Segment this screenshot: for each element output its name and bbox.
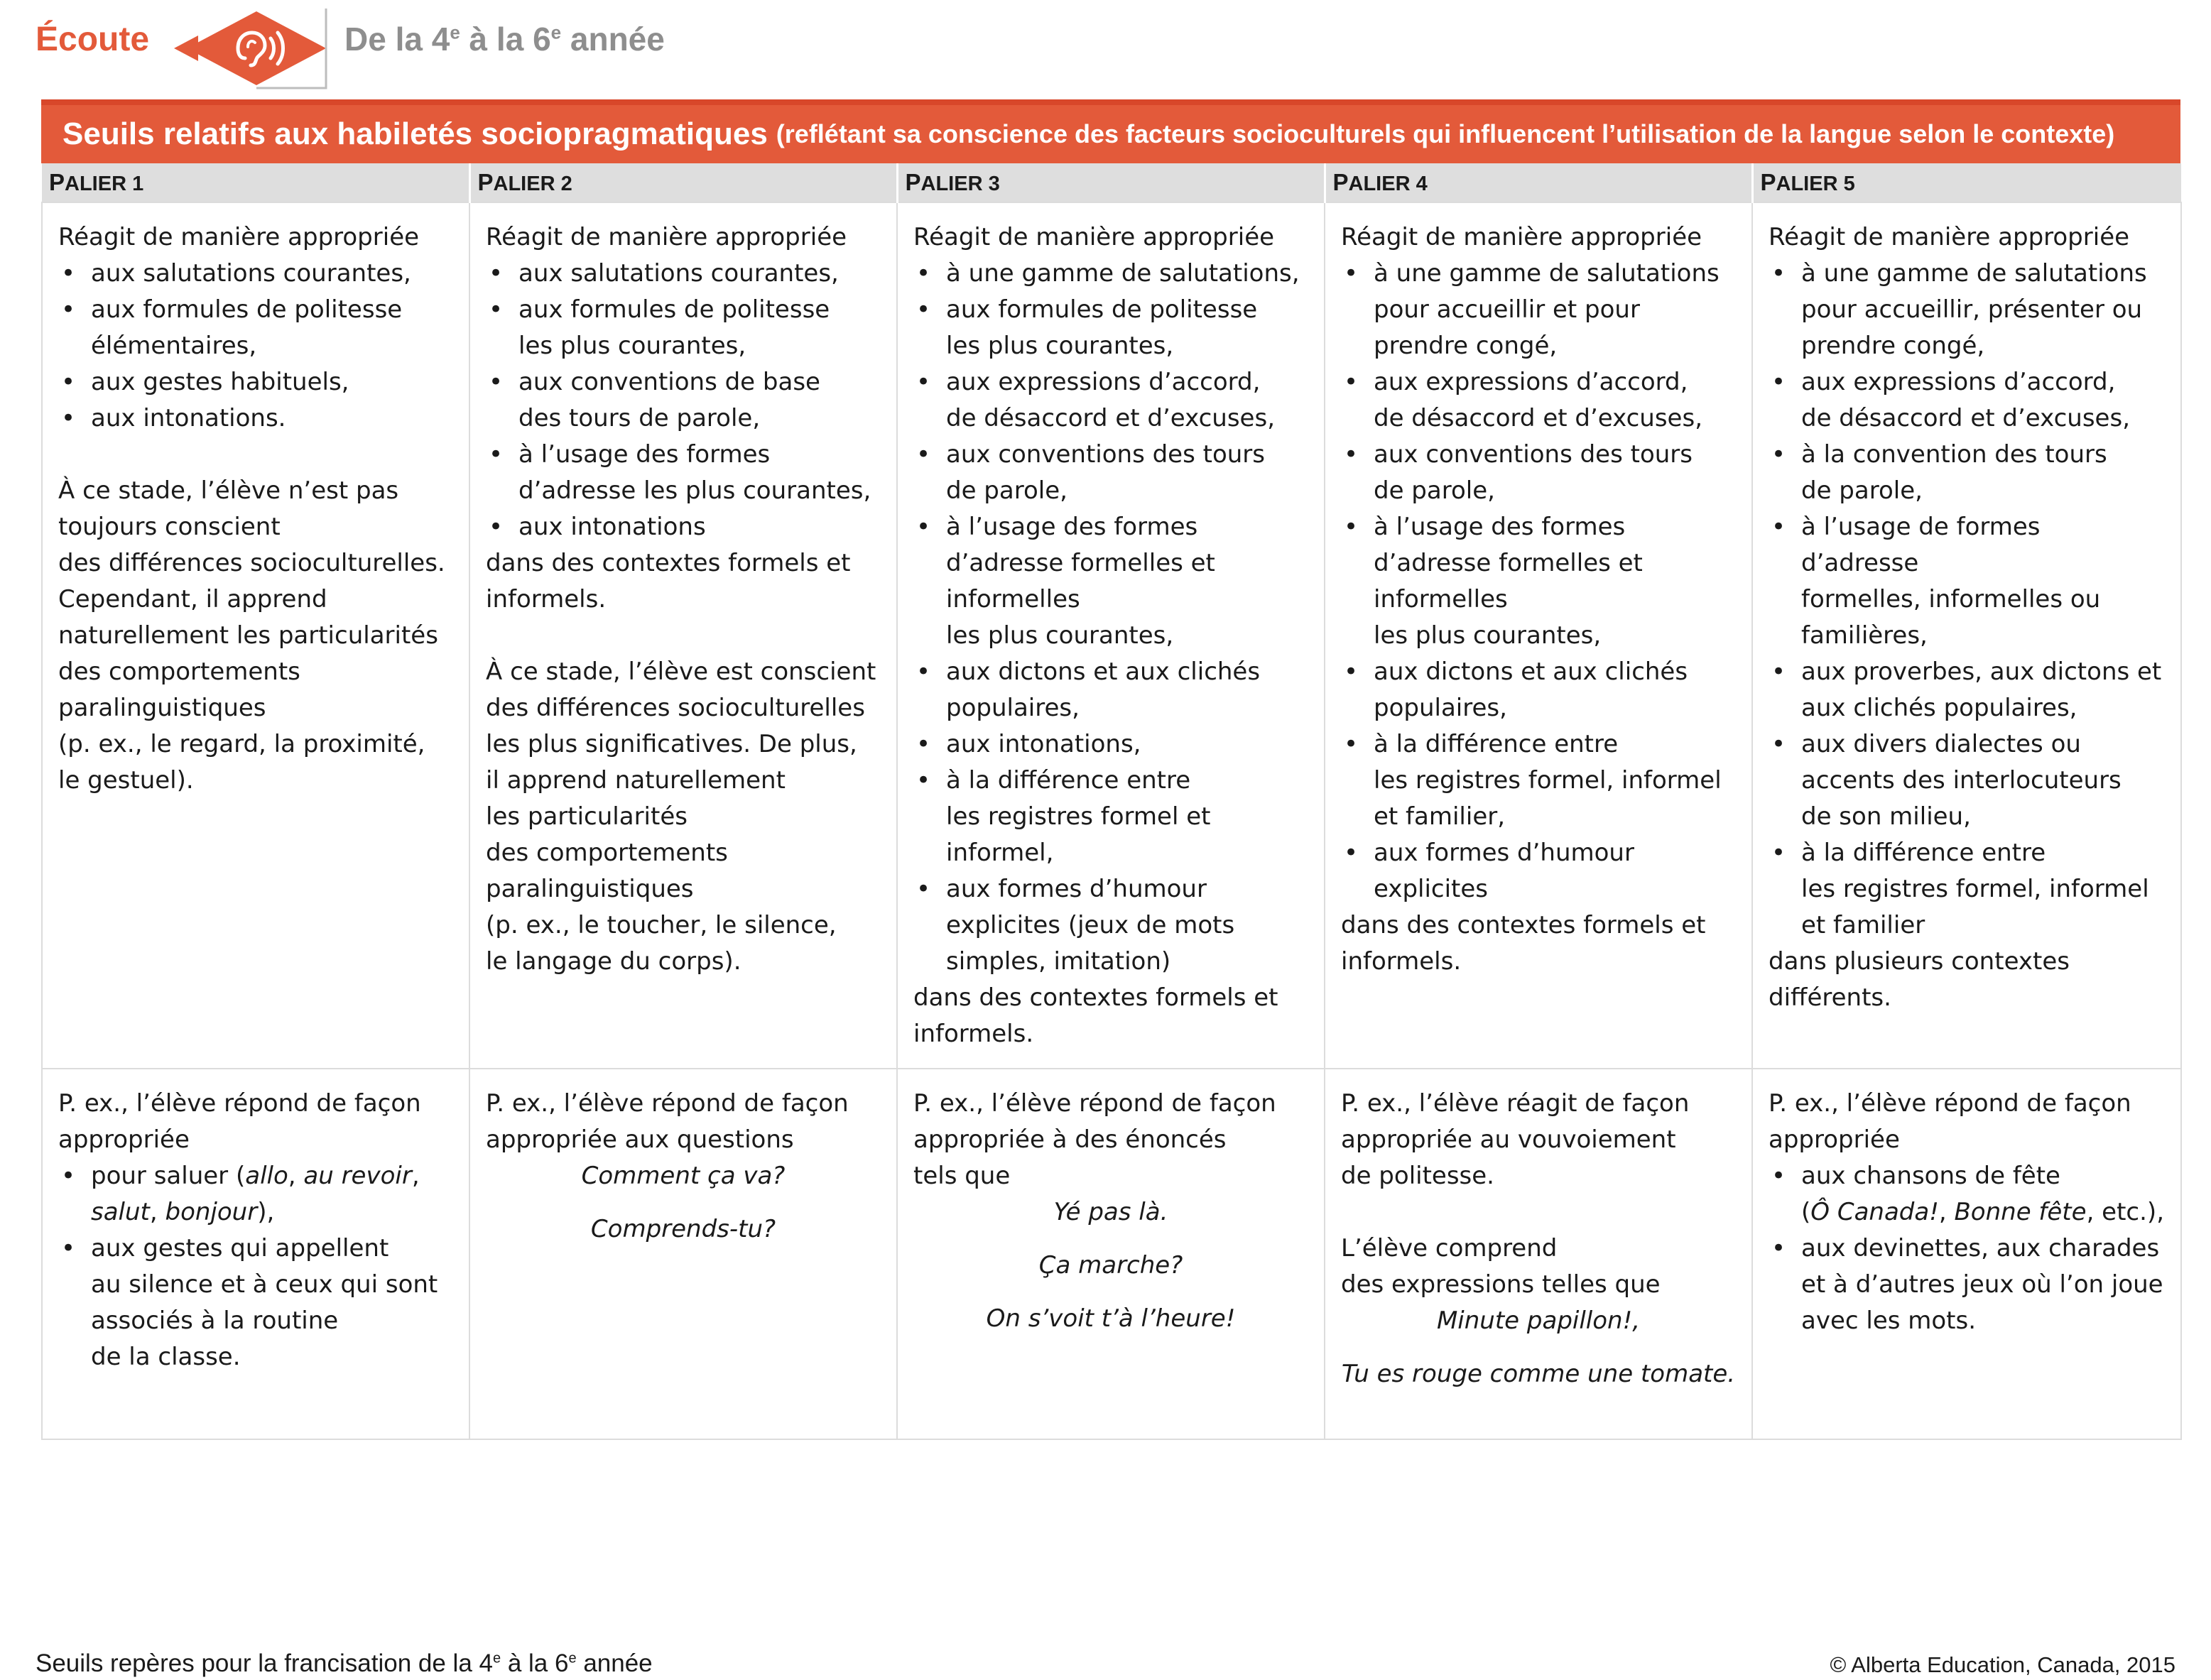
- footer-document-title: Seuils repères pour la francisation de la 4e à la 6e année: [36, 1649, 653, 1677]
- cell-intro: Réagit de manière appropriée: [913, 223, 1275, 251]
- example-cell-palier-2: [469, 1069, 897, 1439]
- descriptor-row: [42, 202, 2181, 1069]
- column-header-palier-3: PALIER 3: [897, 163, 1325, 202]
- list-item: • aux formules de politesse les plus courantes,: [913, 292, 1308, 364]
- example-quote: Comprends-tu?: [590, 1215, 776, 1243]
- list-item: • aux gestes habituels,: [58, 364, 453, 400]
- bullet-list: [1341, 256, 1736, 907]
- thresholds-table: [41, 163, 2182, 1440]
- list-item: • aux intonations.: [58, 400, 453, 437]
- ear-icon: [174, 7, 330, 89]
- example-quote: Comment ça va?: [581, 1162, 786, 1190]
- descriptor-cell-palier-3: [897, 202, 1325, 1069]
- example-cell-palier-1: [42, 1069, 469, 1439]
- list-item: • à une gamme de salutations,: [913, 256, 1308, 292]
- example-intro-2: L’élève comprend des expressions telles que: [1341, 1234, 1661, 1299]
- example-quote: Minute papillon!,: [1436, 1307, 1641, 1335]
- cell-paragraph: À ce stade, l’élève n’est pas toujours conscient des différences socioculturelles. Cependant, il apprend naturellement les particularités des comportements paralinguistiques (p. ex., le regard, la proximité, le gestuel).: [58, 476, 445, 795]
- list-item: • aux formes d’humour explicites (jeux de mots simples, imitation): [913, 871, 1308, 980]
- cell-paragraph: À ce stade, l’élève est conscient des différences socioculturelles les plus significatives. De plus, il apprend naturellement les particularités des comportements paralinguistiques (p. ex., le toucher, le silence, le langage du corps).: [486, 658, 876, 976]
- list-item: • aux dictons et aux clichés populaires,: [913, 654, 1308, 726]
- descriptor-cell-palier-1: [42, 202, 469, 1069]
- example-cell-palier-5: [1752, 1069, 2181, 1439]
- banner-subtitle: (reflétant sa conscience des facteurs socioculturels qui influencent l’utilisation de la langue selon le contexte): [776, 119, 2115, 148]
- example-quote: Yé pas là.: [1053, 1198, 1168, 1226]
- example-quote: Tu es rouge comme une tomate.: [1341, 1360, 1736, 1388]
- cell-context: dans des contextes formels et informels.: [486, 549, 851, 613]
- column-header-palier-4: PALIER 4: [1325, 163, 1752, 202]
- bullet-list: [1769, 1158, 2165, 1339]
- bullet-list: [58, 1158, 453, 1375]
- table-header-row: [42, 163, 2181, 202]
- grade-range: De la 4e à la 6e année: [344, 21, 665, 58]
- list-item: • pour saluer (allo, au revoir, salut, bonjour),: [58, 1158, 453, 1231]
- list-item: • aux formules de politesse élémentaires,: [58, 292, 453, 364]
- cell-intro: Réagit de manière appropriée: [1341, 223, 1702, 251]
- list-item: • à la différence entre les registres formel, informel et familier: [1769, 835, 2165, 944]
- bullet-list: [913, 256, 1308, 980]
- list-item: • aux intonations,: [913, 726, 1308, 763]
- list-item: • à l’usage de formes d’adresse formelles, informelles ou familières,: [1769, 509, 2165, 654]
- column-header-palier-1: PALIER 1: [42, 163, 469, 202]
- list-item: • aux expressions d’accord, de désaccord et d’excuses,: [913, 364, 1308, 437]
- list-item: • à la différence entre les registres formel et informel,: [913, 763, 1308, 871]
- list-item: • à l’usage des formes d’adresse formelles et informelles les plus courantes,: [913, 509, 1308, 654]
- cell-context: dans des contextes formels et informels.: [1341, 911, 1706, 976]
- list-item: • aux salutations courantes,: [486, 256, 881, 292]
- cell-intro: Réagit de manière appropriée: [58, 223, 420, 251]
- list-item: • aux chansons de fête (Ô Canada!, Bonne fête, etc.),: [1769, 1158, 2165, 1231]
- list-item: • aux conventions des tours de parole,: [1341, 437, 1736, 509]
- cell-intro: Réagit de manière appropriée: [486, 223, 847, 251]
- bullet-list: [486, 256, 881, 545]
- list-item: • aux divers dialectes ou accents des interlocuteurs de son milieu,: [1769, 726, 2165, 835]
- descriptor-cell-palier-5: [1752, 202, 2181, 1069]
- cell-context: dans des contextes formels et informels.: [913, 983, 1278, 1048]
- list-item: • aux expressions d’accord, de désaccord et d’excuses,: [1341, 364, 1736, 437]
- example-quote: Ça marche?: [1038, 1251, 1183, 1280]
- list-item: • aux salutations courantes,: [58, 256, 453, 292]
- list-item: • aux dictons et aux clichés populaires,: [1341, 654, 1736, 726]
- list-item: • aux formules de politesse les plus courantes,: [486, 292, 881, 364]
- table-title-banner: [41, 99, 2180, 163]
- list-item: • aux conventions des tours de parole,: [913, 437, 1308, 509]
- list-item: • aux proverbes, aux dictons et aux clichés populaires,: [1769, 654, 2165, 726]
- list-item: • aux intonations: [486, 509, 881, 545]
- list-item: • aux devinettes, aux charades et à d’autres jeux où l’on joue avec les mots.: [1769, 1231, 2165, 1339]
- list-item: • à une gamme de salutations pour accueillir, présenter ou prendre congé,: [1769, 256, 2165, 364]
- list-item: • à la différence entre les registres formel, informel et familier,: [1341, 726, 1736, 835]
- descriptor-cell-palier-4: [1325, 202, 1752, 1069]
- column-header-palier-2: PALIER 2: [469, 163, 897, 202]
- example-intro: P. ex., l’élève réagit de façon appropriée au vouvoiement de politesse.: [1341, 1089, 1690, 1190]
- list-item: • à l’usage des formes d’adresse formelles et informelles les plus courantes,: [1341, 509, 1736, 654]
- example-intro: P. ex., l’élève répond de façon appropriée: [58, 1089, 421, 1154]
- list-item: • à l’usage des formes d’adresse les plus courantes,: [486, 437, 881, 509]
- section-title: Écoute: [36, 21, 150, 58]
- example-row: [42, 1069, 2181, 1439]
- bullet-list: [1769, 256, 2165, 944]
- example-intro: P. ex., l’élève répond de façon appropriée aux questions: [486, 1089, 849, 1154]
- list-item: • aux gestes qui appellent au silence et à ceux qui sont associés à la routine de la classe.: [58, 1231, 453, 1375]
- banner-title: Seuils relatifs aux habiletés sociopragmatiques: [63, 116, 768, 151]
- cell-intro: Réagit de manière appropriée: [1769, 223, 2130, 251]
- page-header: [0, 0, 2211, 92]
- example-cell-palier-4: [1325, 1069, 1752, 1439]
- cell-context: dans plusieurs contextes différents.: [1769, 947, 2070, 1012]
- list-item: • à une gamme de salutations pour accueillir et pour prendre congé,: [1341, 256, 1736, 364]
- example-quote: On s’voit t’à l’heure!: [986, 1304, 1236, 1333]
- column-header-palier-5: PALIER 5: [1752, 163, 2181, 202]
- list-item: • à la convention des tours de parole,: [1769, 437, 2165, 509]
- list-item: • aux conventions de base des tours de parole,: [486, 364, 881, 437]
- footer-copyright: © Alberta Education, Canada, 2015: [1830, 1652, 2175, 1677]
- bullet-list: [58, 256, 453, 437]
- descriptor-cell-palier-2: [469, 202, 897, 1069]
- example-cell-palier-3: [897, 1069, 1325, 1439]
- example-intro: P. ex., l’élève répond de façon appropriée à des énoncés tels que: [913, 1089, 1276, 1190]
- list-item: • aux formes d’humour explicites: [1341, 835, 1736, 907]
- example-intro: P. ex., l’élève répond de façon appropriée: [1769, 1089, 2131, 1154]
- list-item: • aux expressions d’accord, de désaccord et d’excuses,: [1769, 364, 2165, 437]
